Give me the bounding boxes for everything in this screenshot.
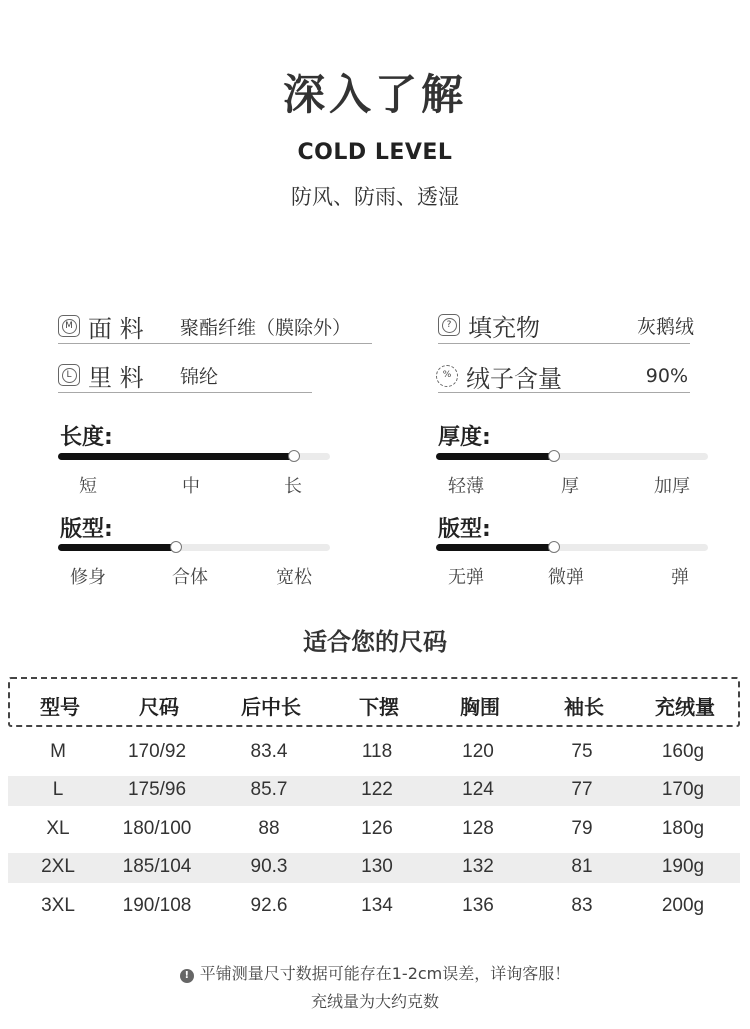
fit-slider-track [58, 544, 330, 551]
stretch-tick-slight: 微弹 [548, 567, 584, 588]
stretch-slider-track [436, 544, 708, 551]
thickness-tick-thick: 厚 [561, 476, 579, 497]
cell-back-length: 85.7 [250, 779, 288, 800]
stretch-tick-stretchy: 弹 [671, 567, 689, 588]
feature-tagline: 防风、防雨、透湿 [291, 185, 459, 209]
thickness-slider-track [436, 453, 708, 460]
thickness-tick-light: 轻薄 [448, 476, 484, 497]
length-tick-medium: 中 [182, 476, 200, 497]
cell-down-fill: 190g [661, 856, 705, 877]
col-hem: 下摆 [359, 695, 399, 719]
thickness-slider-knob [548, 450, 560, 462]
cell-model: XL [46, 818, 70, 839]
stretch-slider-fill [436, 544, 554, 551]
stretch-slider-knob [548, 541, 560, 553]
length-slider-fill [58, 453, 294, 460]
size-section-heading: 适合您的尺码 [303, 628, 447, 656]
cell-down-fill: 170g [661, 779, 705, 800]
spec-down-content-label: 绒子含量 [466, 364, 562, 393]
cell-sleeve: 75 [571, 741, 593, 762]
fit-slider-fill [58, 544, 176, 551]
length-tick-long: 长 [284, 476, 302, 497]
cell-hem: 118 [361, 741, 393, 762]
spec-fabric [58, 309, 351, 343]
thickness-slider-fill [436, 453, 554, 460]
cell-sleeve: 77 [571, 779, 593, 800]
cell-size: 175/96 [127, 779, 187, 800]
length-slider-title: 长度: [60, 425, 113, 450]
table-row [8, 815, 740, 845]
cell-size: 170/92 [127, 741, 187, 762]
fit-tick-loose: 宽松 [276, 567, 312, 588]
cell-hem: 126 [361, 818, 393, 839]
spec-down-content-divider [438, 392, 690, 393]
cell-back-length: 90.3 [250, 856, 288, 877]
fit-tick-regular: 合体 [172, 567, 208, 588]
fit-slider-knob [170, 541, 182, 553]
stretch-tick-none: 无弹 [448, 567, 484, 588]
table-row [8, 776, 740, 806]
col-down-fill: 充绒量 [655, 695, 715, 719]
col-size: 尺码 [139, 695, 179, 719]
cell-back-length: 92.6 [250, 895, 288, 916]
spec-lining-divider [58, 392, 312, 393]
percent-icon: % [436, 365, 458, 387]
cell-model: L [52, 779, 64, 800]
cell-chest: 132 [462, 856, 494, 877]
fabric-icon: M [58, 315, 80, 337]
info-icon: ! [180, 969, 194, 983]
length-slider-track [58, 453, 330, 460]
spec-lining [58, 358, 218, 392]
thickness-tick-extra-thick: 加厚 [654, 476, 690, 497]
measurement-note [0, 961, 750, 984]
spec-fabric-value: 聚酯纤维（膜除外） [180, 316, 352, 339]
length-slider-knob [288, 450, 300, 462]
spec-fabric-label: 面 料 [88, 314, 144, 343]
spec-filling-divider [438, 343, 690, 344]
measurement-note-text: 平铺测量尺寸数据可能存在1-2cm误差，详询客服！ [199, 964, 571, 983]
cell-sleeve: 79 [571, 818, 593, 839]
cell-sleeve: 81 [571, 856, 593, 877]
table-row [8, 853, 740, 883]
cell-size: 185/104 [122, 856, 192, 877]
cell-chest: 128 [462, 818, 494, 839]
cell-size: 180/100 [122, 818, 192, 839]
fit-slider-title: 版型: [60, 517, 113, 542]
spec-down-content [436, 359, 688, 393]
page-title: 深入了解 [282, 70, 467, 119]
cell-model: M [50, 741, 66, 762]
col-sleeve: 袖长 [564, 695, 604, 719]
table-row [8, 738, 740, 768]
col-chest: 胸围 [460, 695, 500, 719]
cell-model: 2XL [41, 856, 75, 877]
cell-sleeve: 83 [571, 895, 593, 916]
cell-size: 190/108 [122, 895, 192, 916]
spec-fabric-divider [58, 343, 372, 344]
cell-back-length: 88 [258, 818, 280, 839]
cell-chest: 124 [462, 779, 494, 800]
cell-hem: 130 [361, 856, 393, 877]
fill-weight-note: 充绒量为大约克数 [310, 992, 439, 1011]
cell-down-fill: 200g [661, 895, 705, 916]
table-row [8, 892, 740, 922]
col-model: 型号 [40, 695, 80, 719]
spec-lining-value: 锦纶 [180, 365, 219, 388]
spec-filling-value: 灰鹅绒 [636, 315, 694, 338]
cell-hem: 134 [361, 895, 393, 916]
cell-down-fill: 160g [661, 741, 705, 762]
spec-lining-label: 里 料 [88, 363, 144, 392]
lining-icon: L [58, 364, 80, 386]
col-back-length: 后中长 [241, 695, 301, 719]
cell-chest: 136 [462, 895, 494, 916]
filling-icon: ? [438, 314, 460, 336]
cell-hem: 122 [361, 779, 393, 800]
spec-filling-label: 填充物 [468, 313, 540, 342]
spec-down-content-value: 90% [645, 365, 688, 387]
spec-filling [438, 308, 694, 342]
size-table-header [8, 677, 740, 727]
fit-tick-slim: 修身 [70, 567, 106, 588]
cell-back-length: 83.4 [250, 741, 288, 762]
cell-down-fill: 180g [661, 818, 705, 839]
length-tick-short: 短 [79, 476, 97, 497]
page-subtitle: COLD LEVEL [297, 140, 453, 165]
cell-chest: 120 [462, 741, 494, 762]
stretch-slider-title: 版型: [438, 517, 491, 542]
thickness-slider-title: 厚度: [438, 425, 491, 450]
cell-model: 3XL [41, 895, 75, 916]
